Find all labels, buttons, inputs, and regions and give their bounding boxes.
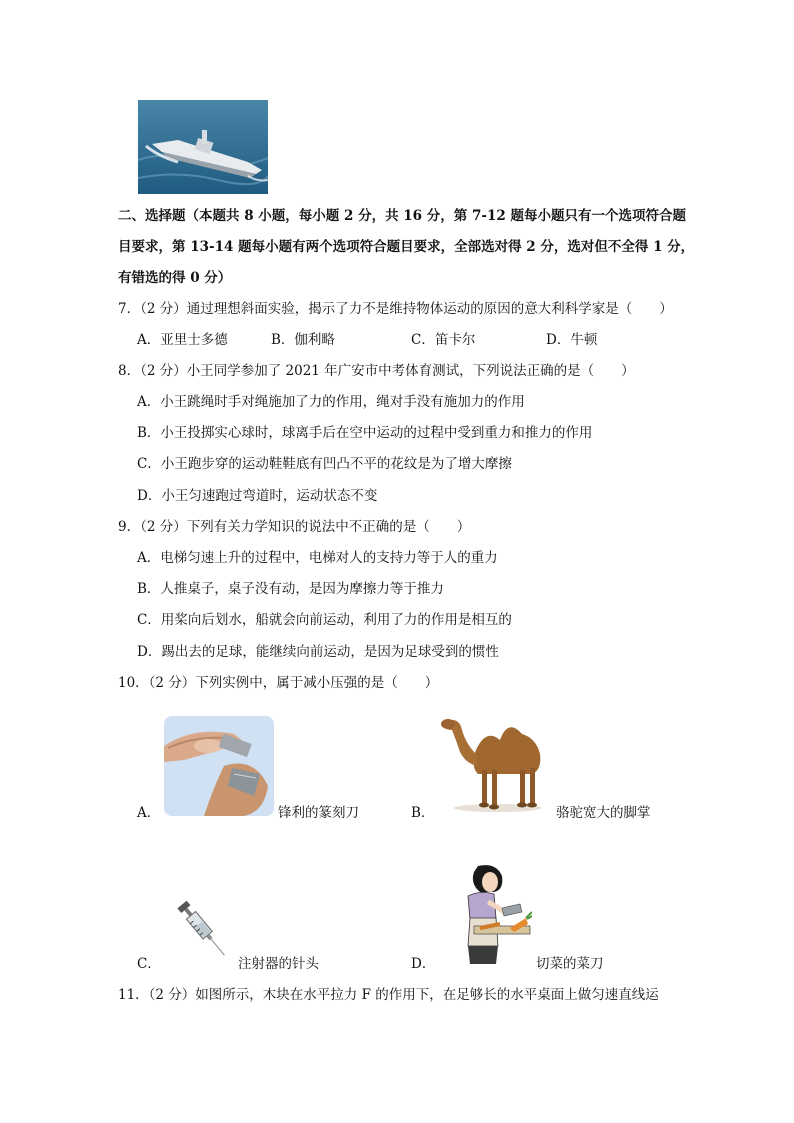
q8-option-d: D．小王匀速跑过弯道时，运动状态不变 xyxy=(137,488,378,504)
q7-stem: 7．（2 分）通过理想斜面实验，揭示了力不是维持物体运动的原因的意大利科学家是（ ） xyxy=(118,301,673,317)
q10-option-d-caption: 切菜的菜刀 xyxy=(536,956,604,972)
q9-option-b: B．人推桌子，桌子没有动，是因为摩擦力等于推力 xyxy=(137,581,444,597)
q9-option-d: D．踢出去的足球，能继续向前运动，是因为足球受到的惯性 xyxy=(137,644,499,660)
q10-option-c-caption: 注射器的针头 xyxy=(238,956,319,972)
q9-stem: 9．（2 分）下列有关力学知识的说法中不正确的是（ ） xyxy=(118,519,471,535)
section-title-line-3: 有错选的得 0 分） xyxy=(118,270,232,286)
q7-option-b: B．伽利略 xyxy=(271,332,335,348)
q8-option-b: B．小王投掷实心球时，球离手后在空中运动的过程中受到重力和推力的作用 xyxy=(137,425,593,441)
q11-stem: 11．（2 分）如图所示，木块在水平拉力 F 的作用下，在足够长的水平桌面上做匀速直线运 xyxy=(118,987,659,1003)
syringe-photo xyxy=(164,890,236,962)
q8-stem: 8．（2 分）小王同学参加了 2021 年广安市中考体育测试，下列说法正确的是（ ） xyxy=(118,363,635,379)
q10-option-a-caption: 锋利的篆刻刀 xyxy=(278,805,359,821)
q10-option-b-letter: B． xyxy=(411,805,435,821)
chopping-woman-illustration xyxy=(440,862,532,964)
q10-option-a-letter: A． xyxy=(137,805,161,821)
warship-photo xyxy=(138,100,268,194)
section-title-line-2: 目要求，第 13-14 题每小题有两个选项符合题目要求，全部选对得 2 分，选对但不全得 1 分， xyxy=(118,239,695,255)
q7-option-a: A．亚里士多德 xyxy=(137,332,228,348)
q8-option-a: A．小王跳绳时手对绳施加了力的作用，绳对手没有施加力的作用 xyxy=(137,394,525,410)
q7-option-d: D．牛顿 xyxy=(546,332,598,348)
q10-option-d-letter: D． xyxy=(411,956,436,972)
q10-stem: 10．（2 分）下列实例中，属于减小压强的是（ ） xyxy=(118,675,439,691)
camel-photo xyxy=(436,704,552,814)
q9-option-c: C．用桨向后划水，船就会向前运动，利用了力的作用是相互的 xyxy=(137,612,512,628)
section-title-line-1: 二、选择题（本题共 8 小题，每小题 2 分，共 16 分，第 7-12 题每小题只有一个选项符合题 xyxy=(118,208,686,224)
q8-option-c: C．小王跑步穿的运动鞋鞋底有凹凸不平的花纹是为了增大摩擦 xyxy=(137,456,512,472)
carving-knife-photo xyxy=(164,716,274,816)
q10-option-b-caption: 骆驼宽大的脚掌 xyxy=(556,805,651,821)
q9-option-a: A．电梯匀速上升的过程中，电梯对人的支持力等于人的重力 xyxy=(137,550,498,566)
q10-option-c-letter: C． xyxy=(137,956,161,972)
q7-option-c: C．笛卡尔 xyxy=(411,332,476,348)
